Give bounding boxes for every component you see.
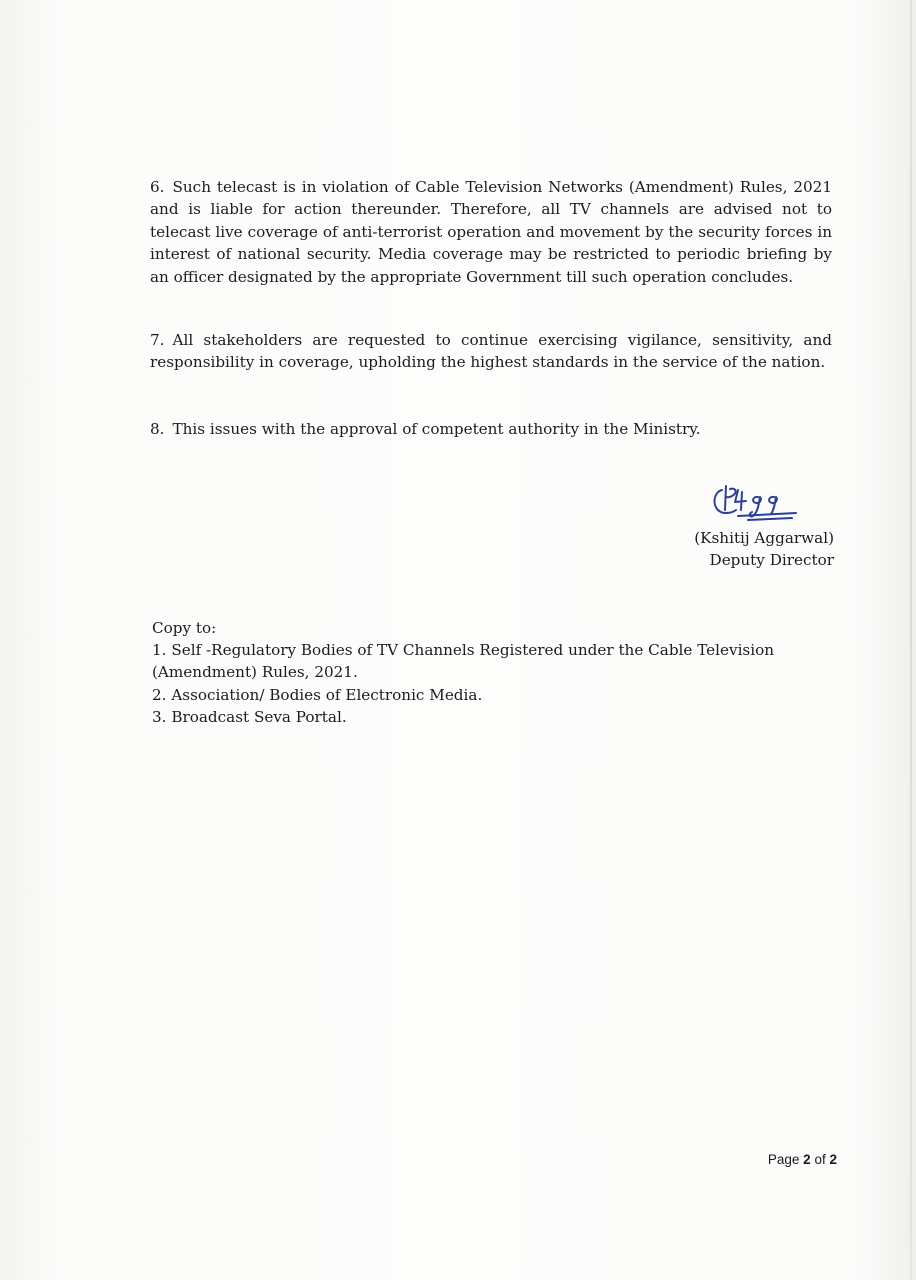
handwritten-signature [708, 480, 808, 528]
paragraph-7 [150, 329, 832, 374]
paper-edge-shadow [910, 0, 912, 1280]
paragraph-text: All stakeholders are requested to continue exercising vigilance, sensitivity, and responsibility in coverage, upholding the highest standards in the service of the nation. [150, 331, 832, 372]
paragraph-text: Such telecast is in violation of Cable Television Networks (Amendment) Rules, 2021 and is liable for action thereunder. Therefore, all TV channels are advised not to telecast live coverage of anti-terrorist operation and movement by the security forces in interest of national security. Media coverage may be restricted to periodic briefing by an officer designated by the appropriate Government till such operation concludes. [150, 178, 832, 286]
page-label: Page [767, 1152, 800, 1167]
paragraph-number: 8. [150, 420, 165, 438]
signatory-designation: Deputy Director [709, 551, 834, 569]
page-current: 2 [803, 1152, 811, 1167]
signatory-name: (Kshitij Aggarwal) [694, 529, 834, 547]
page-number [768, 1152, 837, 1167]
paragraph-number: 6. [150, 178, 165, 196]
signatory-block [694, 527, 834, 571]
copy-to-section [152, 617, 834, 728]
paragraph-text: This issues with the approval of competent authority in the Ministry. [172, 420, 701, 438]
page-of: of [814, 1152, 826, 1167]
paragraph-8 [150, 418, 832, 440]
copy-to-item: 2. Association/ Bodies of Electronic Media. [152, 685, 483, 704]
copy-to-heading: Copy to: [152, 619, 217, 637]
copy-to-item: 3. Broadcast Seva Portal. [152, 707, 347, 726]
copy-to-item: 1. Self -Regulatory Bodies of TV Channels Registered under the Cable Television (Amendment) Rules, 2021. [152, 641, 775, 682]
paragraph-6 [150, 176, 832, 288]
page-total: 2 [829, 1152, 837, 1167]
paragraph-number: 7. [150, 331, 165, 349]
